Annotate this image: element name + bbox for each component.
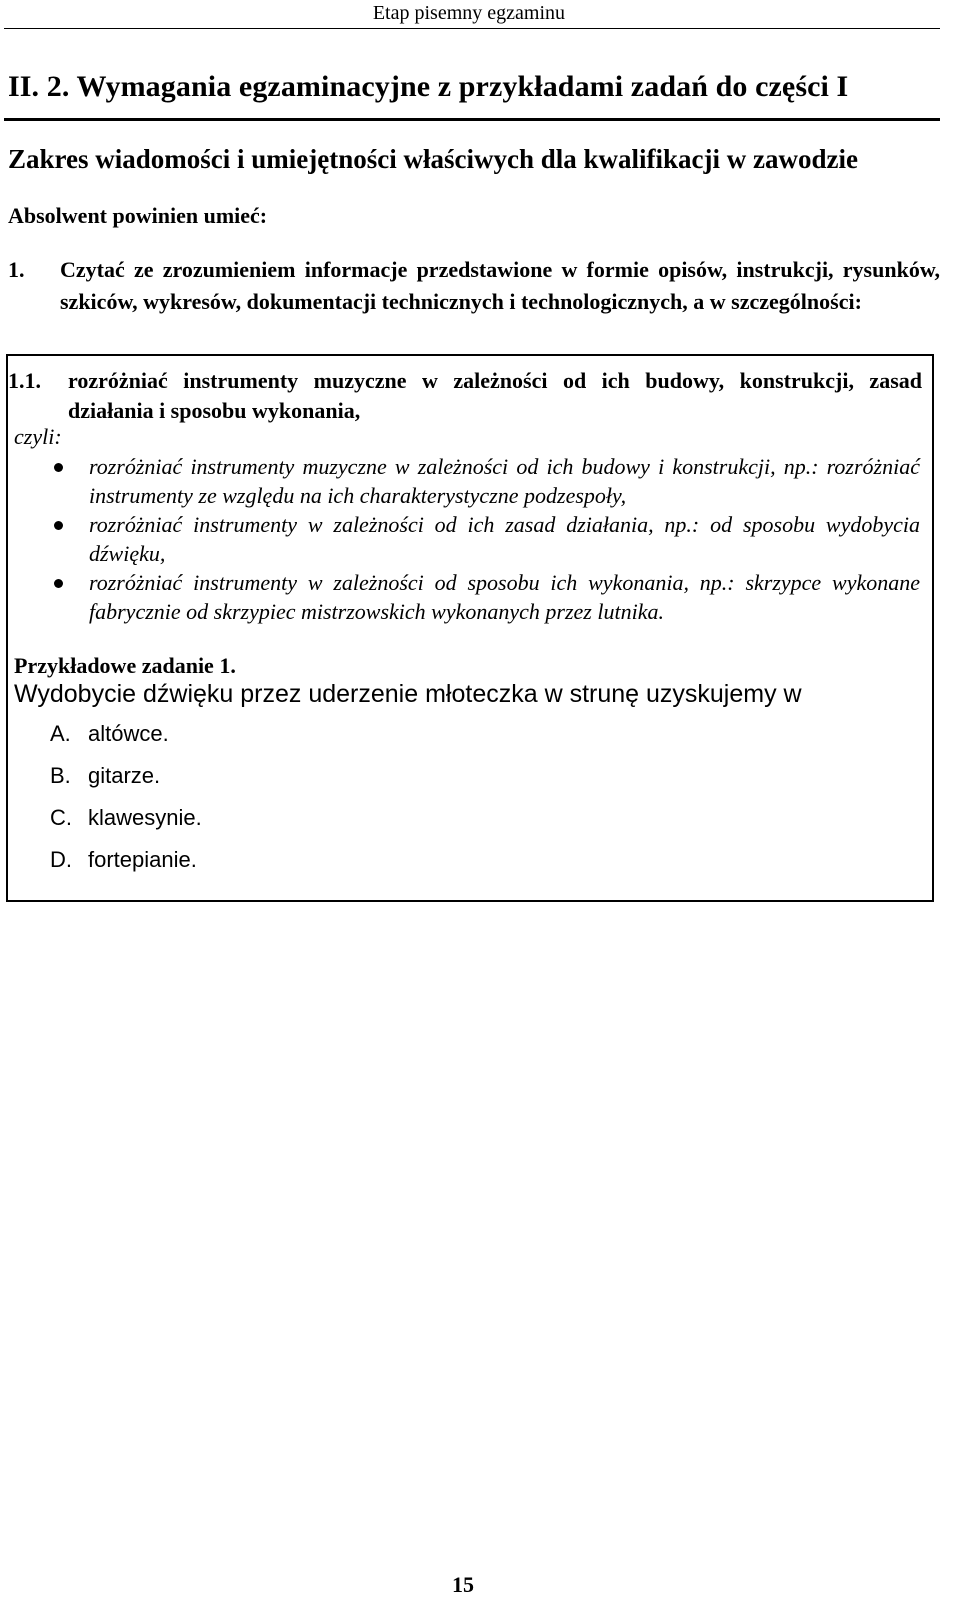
requirement-text: Czytać ze zrozumieniem informacje przedstawione w formie opisów, instrukcji, rysunków, szkiców, wykresów, dokumentacji technicznych i technologicznych, a w szczególności: bbox=[60, 257, 940, 314]
answer-option-c bbox=[50, 805, 202, 847]
bullet-icon bbox=[54, 521, 63, 530]
scope-heading: Zakres wiadomości i umiejętności właściwych dla kwalifikacji w zawodzie bbox=[8, 144, 858, 174]
answer-list bbox=[50, 721, 202, 889]
sub-requirement-number: 1.1. bbox=[8, 368, 41, 393]
heading-divider bbox=[4, 118, 940, 121]
bullet-text: rozróżniać instrumenty muzyczne w zależności od ich budowy i konstrukcji, np.: rozróżniać instrumenty ze względu na ich charakterystyczne podzespoły, bbox=[89, 454, 920, 508]
bullet-icon bbox=[54, 463, 63, 472]
answer-letter: B. bbox=[50, 763, 71, 788]
requirement-number: 1. bbox=[8, 257, 25, 282]
sub-requirement-text: rozróżniać instrumenty muzyczne w zależności od ich budowy, konstrukcji, zasad działania i sposobu wykonania, bbox=[68, 368, 922, 423]
intro-text: Absolwent powinien umieć: bbox=[8, 203, 268, 228]
list-item bbox=[14, 510, 920, 568]
requirement-item bbox=[8, 254, 940, 318]
running-header: Etap pisemny egzaminu bbox=[372, 2, 565, 24]
answer-text: gitarze. bbox=[88, 763, 161, 788]
answer-letter: C. bbox=[50, 805, 72, 830]
answer-option-d bbox=[50, 847, 202, 889]
answer-letter: D. bbox=[50, 847, 72, 872]
answer-text: klawesynie. bbox=[88, 805, 202, 830]
task-title: Przykładowe zadanie 1. bbox=[14, 653, 236, 678]
page-number: 15 bbox=[452, 1572, 474, 1597]
task-question: Wydobycie dźwięku przez uderzenie młoteczka w strunę uzyskujemy w bbox=[14, 680, 802, 708]
sub-requirement bbox=[8, 366, 922, 426]
answer-option-b bbox=[50, 763, 202, 805]
list-item bbox=[14, 568, 920, 626]
answer-option-a bbox=[50, 721, 202, 763]
section-heading: II. 2. Wymagania egzaminacyjne z przykładami zadań do części I bbox=[8, 70, 849, 103]
answer-text: fortepianie. bbox=[88, 847, 197, 872]
bullet-text: rozróżniać instrumenty w zależności od sposobu ich wykonania, np.: skrzypce wykonane fabrycznie od skrzypiec mistrzowskich wykonanych przez lutnika. bbox=[89, 570, 920, 624]
bullet-text: rozróżniać instrumenty w zależności od ich zasad działania, np.: od sposobu wydobycia dźwięku, bbox=[89, 512, 920, 566]
bullet-list bbox=[14, 452, 920, 626]
bullet-icon bbox=[54, 579, 63, 588]
czyli-label: czyli: bbox=[14, 424, 62, 449]
header-divider bbox=[4, 28, 940, 29]
answer-text: altówce. bbox=[88, 721, 169, 746]
answer-letter: A. bbox=[50, 721, 71, 746]
list-item bbox=[14, 452, 920, 510]
